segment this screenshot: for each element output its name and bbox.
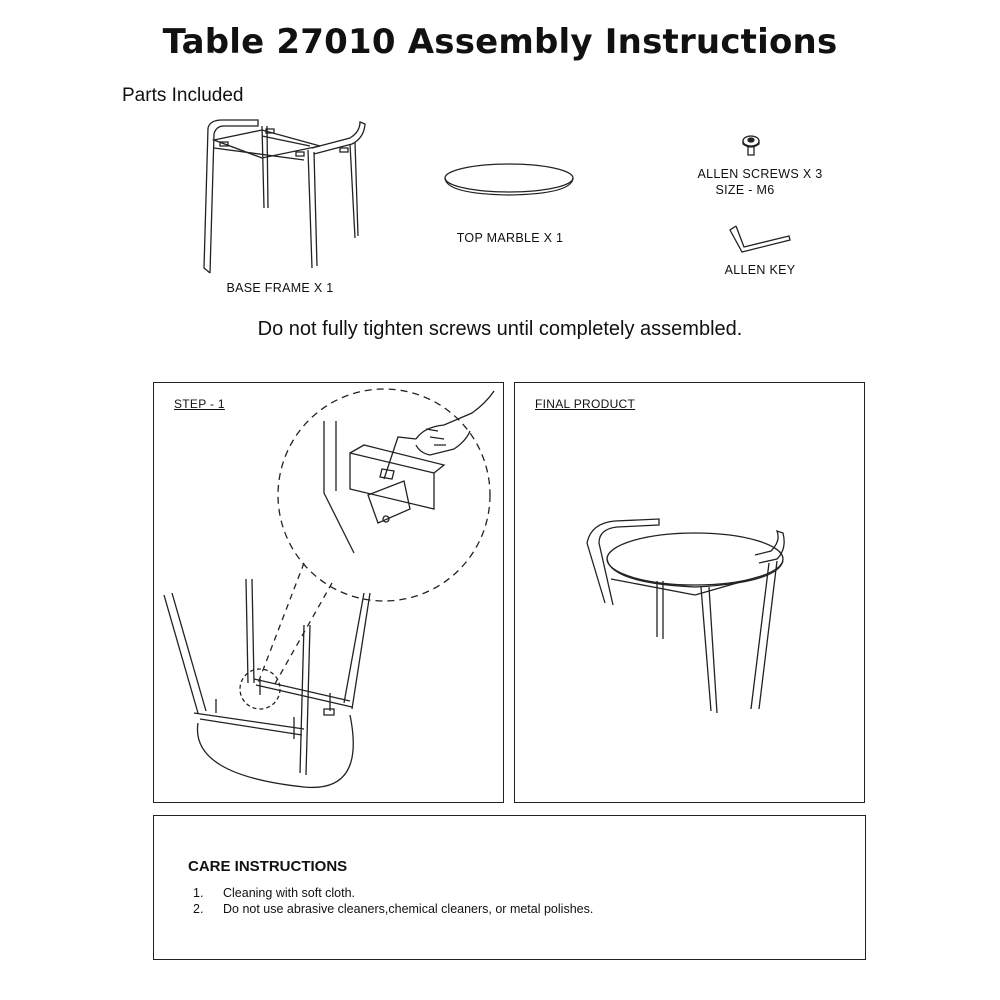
step-1-label: STEP - 1 (174, 397, 225, 411)
care-item (193, 886, 355, 900)
base-frame-illustration (200, 118, 370, 278)
care-item-text: Cleaning with soft cloth. (223, 886, 356, 900)
allen-screws-label: ALLEN SCREWS X 3 (697, 167, 823, 181)
care-item (193, 902, 593, 916)
allen-key-icon (728, 224, 792, 258)
care-item-number: 1. (193, 886, 204, 900)
final-product-panel (514, 382, 865, 803)
allen-screw-icon (738, 134, 764, 156)
top-marble-illustration (444, 163, 574, 199)
care-item-number: 2. (193, 902, 204, 916)
care-item-text: Do not use abrasive cleaners,chemical cleaners, or metal polishes. (223, 902, 594, 916)
step-1-illustration (154, 383, 504, 803)
page-title: Table 27010 Assembly Instructions (162, 22, 838, 62)
allen-key-label: ALLEN KEY (724, 263, 796, 277)
final-product-illustration (515, 383, 865, 803)
tightening-note: Do not fully tighten screws until completely assembled. (257, 318, 743, 340)
top-marble-label: TOP MARBLE X 1 (456, 231, 564, 245)
base-frame-label: BASE FRAME X 1 (226, 281, 334, 295)
step-1-panel (153, 382, 504, 803)
care-heading: CARE INSTRUCTIONS (188, 858, 348, 875)
parts-heading: Parts Included (122, 85, 244, 106)
final-product-label: FINAL PRODUCT (535, 397, 636, 411)
allen-screws-size: SIZE - M6 (715, 183, 775, 197)
